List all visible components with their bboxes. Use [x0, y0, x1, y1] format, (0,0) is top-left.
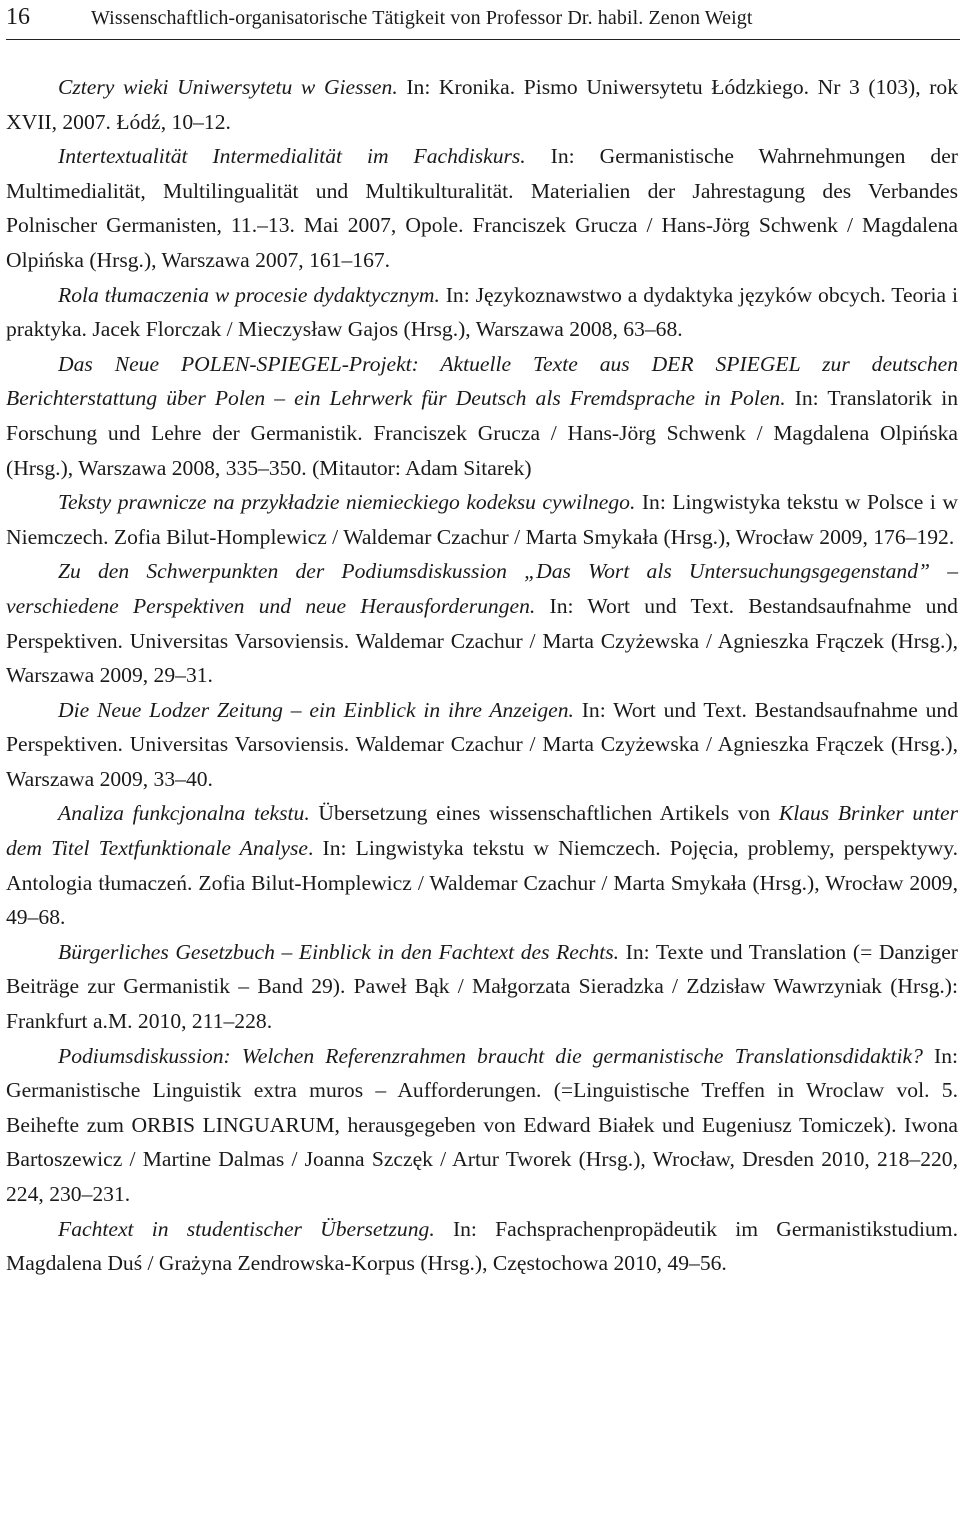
entry-details: In: Translatorik in Forschung und Lehre der Germanistik. Franciszek Grucza / Hans-Jörg Schwenk / Magdalena Olpińska (Hrsg.), Warszawa 2008, 335–350. (Mitautor: Adam Sitarek) — [6, 386, 958, 480]
page-number: 16 — [6, 4, 30, 30]
bibliography-entry — [6, 139, 958, 277]
entry-title: Die Neue Lodzer Zeitung – ein Einblick in ihre Anzeigen. — [58, 697, 574, 722]
entry-details: In: Fachsprachenpropädeutik im Germanistikstudium. Magdalena Duś / Grażyna Zendrowska-Korpus (Hrsg.), Częstochowa 2010, 49–56. — [6, 1216, 958, 1276]
entry-title: Cztery wieki Uniwersytetu w Giessen. — [58, 75, 398, 99]
bibliography-entry — [6, 1212, 958, 1281]
bibliography-entry — [6, 554, 958, 692]
bibliography-entry — [6, 485, 958, 554]
entry-title: Fachtext in studentischer Übersetzung. — [58, 1216, 435, 1241]
running-head-title: Wissenschaftlich-organisatorische Tätigkeit von Professor Dr. habil. Zenon Weigt — [91, 7, 753, 29]
entry-title: Bürgerliches Gesetzbuch – Einblick in den Fachtext des Rechts. — [58, 939, 620, 964]
entry-title: Teksty prawnicze na przykładzie niemieckiego kodeksu cywilnego. — [58, 490, 636, 515]
bibliography-list — [6, 70, 958, 1281]
entry-details: In: Lingwistyka tekstu w Polsce i w Niemczech. Zofia Bilut-Homplewicz / Waldemar Czachur / Marta Smykała (Hrsg.), Wrocław 2009, 176–192. — [6, 490, 958, 549]
entry-title: Podiumsdiskussion: Welchen Referenzrahmen braucht die germanistische Translationsdidaktik? — [58, 1043, 923, 1068]
entry-details: In: Texte und Translation (= Danziger Beiträge zur Germanistik – Band 29). Paweł Bąk / Małgorzata Sieradzka / Zdzisław Wawrzyniak (Hrsg.): Frankfurt a.M. 2010, 211–228. — [6, 939, 958, 1034]
entry-details: Übersetzung eines wissenschaftlichen Artikels von — [309, 801, 779, 826]
bibliography-entry — [6, 935, 958, 1039]
bibliography-entry — [6, 693, 958, 797]
entry-details: In: Językoznawstwo a dydaktyka języków obcych. Teoria i praktyka. Jacek Florczak / Mieczysław Gajos (Hrsg.), Warszawa 2008, 63–68. — [6, 282, 958, 342]
entry-details: In: Germanistische Linguistik extra muros – Aufforderungen. (=Linguistische Treffen in Wroclaw vol. 5. Beihefte zum ORBIS LINGUARUM, herausgegeben von Edward Białek und Eugeniusz Tomiczek). Iwona Bartoszewicz / Martine Dalmas / Joanna Szczęk / Artur Tworek (Hrsg.), Wrocław, Dresden 2010, 218–220, 224, 230–231. — [6, 1043, 958, 1206]
entry-title: Rola tłumaczenia w procesie dydaktycznym. — [58, 282, 440, 307]
entry-subtitle: Klaus Brinker unter dem Titel Textfunktionale Analyse — [6, 801, 958, 861]
bibliography-entry — [6, 278, 958, 347]
running-head — [6, 0, 960, 40]
entry-details: In: Wort und Text. Bestandsaufnahme und Perspektiven. Universitas Varsoviensis. Waldemar Czachur / Marta Czyżewska / Agnieszka Frączek (Hrsg.), Warszawa 2009, 29–31. — [6, 593, 958, 688]
bibliography-entry — [6, 1039, 958, 1212]
entry-details-continued: . In: Lingwistyka tekstu w Niemczech. Pojęcia, problemy, perspektywy. Antologia tłumaczeń. Zofia Bilut-Homplewicz / Waldemar Czachur / Marta Smykała (Hrsg.), Wrocław 2009, 49–68. — [6, 836, 958, 930]
bibliography-entry — [6, 347, 958, 485]
entry-details: In: Germanistische Wahrnehmungen der Multimedialität, Multilingualität und Multikulturalität. Materialien der Jahrestagung des Verbandes Polnischer Germanisten, 11.–13. Mai 2007, Opole. Franciszek Grucza / Hans-Jörg Schwenk / Magdalena Olpińska (Hrsg.), Warszawa 2007, 161–167. — [6, 144, 958, 272]
entry-details: In: Wort und Text. Bestandsaufnahme und Perspektiven. Universitas Varsoviensis. Waldemar Czachur / Marta Czyżewska / Agnieszka Frączek (Hrsg.), Warszawa 2009, 33–40. — [6, 697, 958, 791]
entry-title: Analiza funkcjonalna tekstu. — [58, 801, 310, 826]
entry-title: Zu den Schwerpunkten der Podiumsdiskussion „Das Wort als Untersuchungsgegenstand” – verschiedene Perspektiven und neue Herausforderungen. — [6, 559, 958, 618]
bibliography-entry — [6, 796, 958, 934]
entry-title: Intertextualität Intermedialität im Fachdiskurs. — [58, 144, 526, 169]
entry-details: In: Kronika. Pismo Uniwersytetu Łódzkiego. Nr 3 (103), rok XVII, 2007. Łódź, 10–12. — [6, 75, 959, 134]
bibliography-entry — [6, 70, 958, 139]
entry-title: Das Neue POLEN-SPIEGEL-Projekt: Aktuelle Texte aus DER SPIEGEL zur deutschen Berichterstattung über Polen – ein Lehrwerk für Deutsch als Fremdsprache in Polen. — [6, 351, 958, 411]
